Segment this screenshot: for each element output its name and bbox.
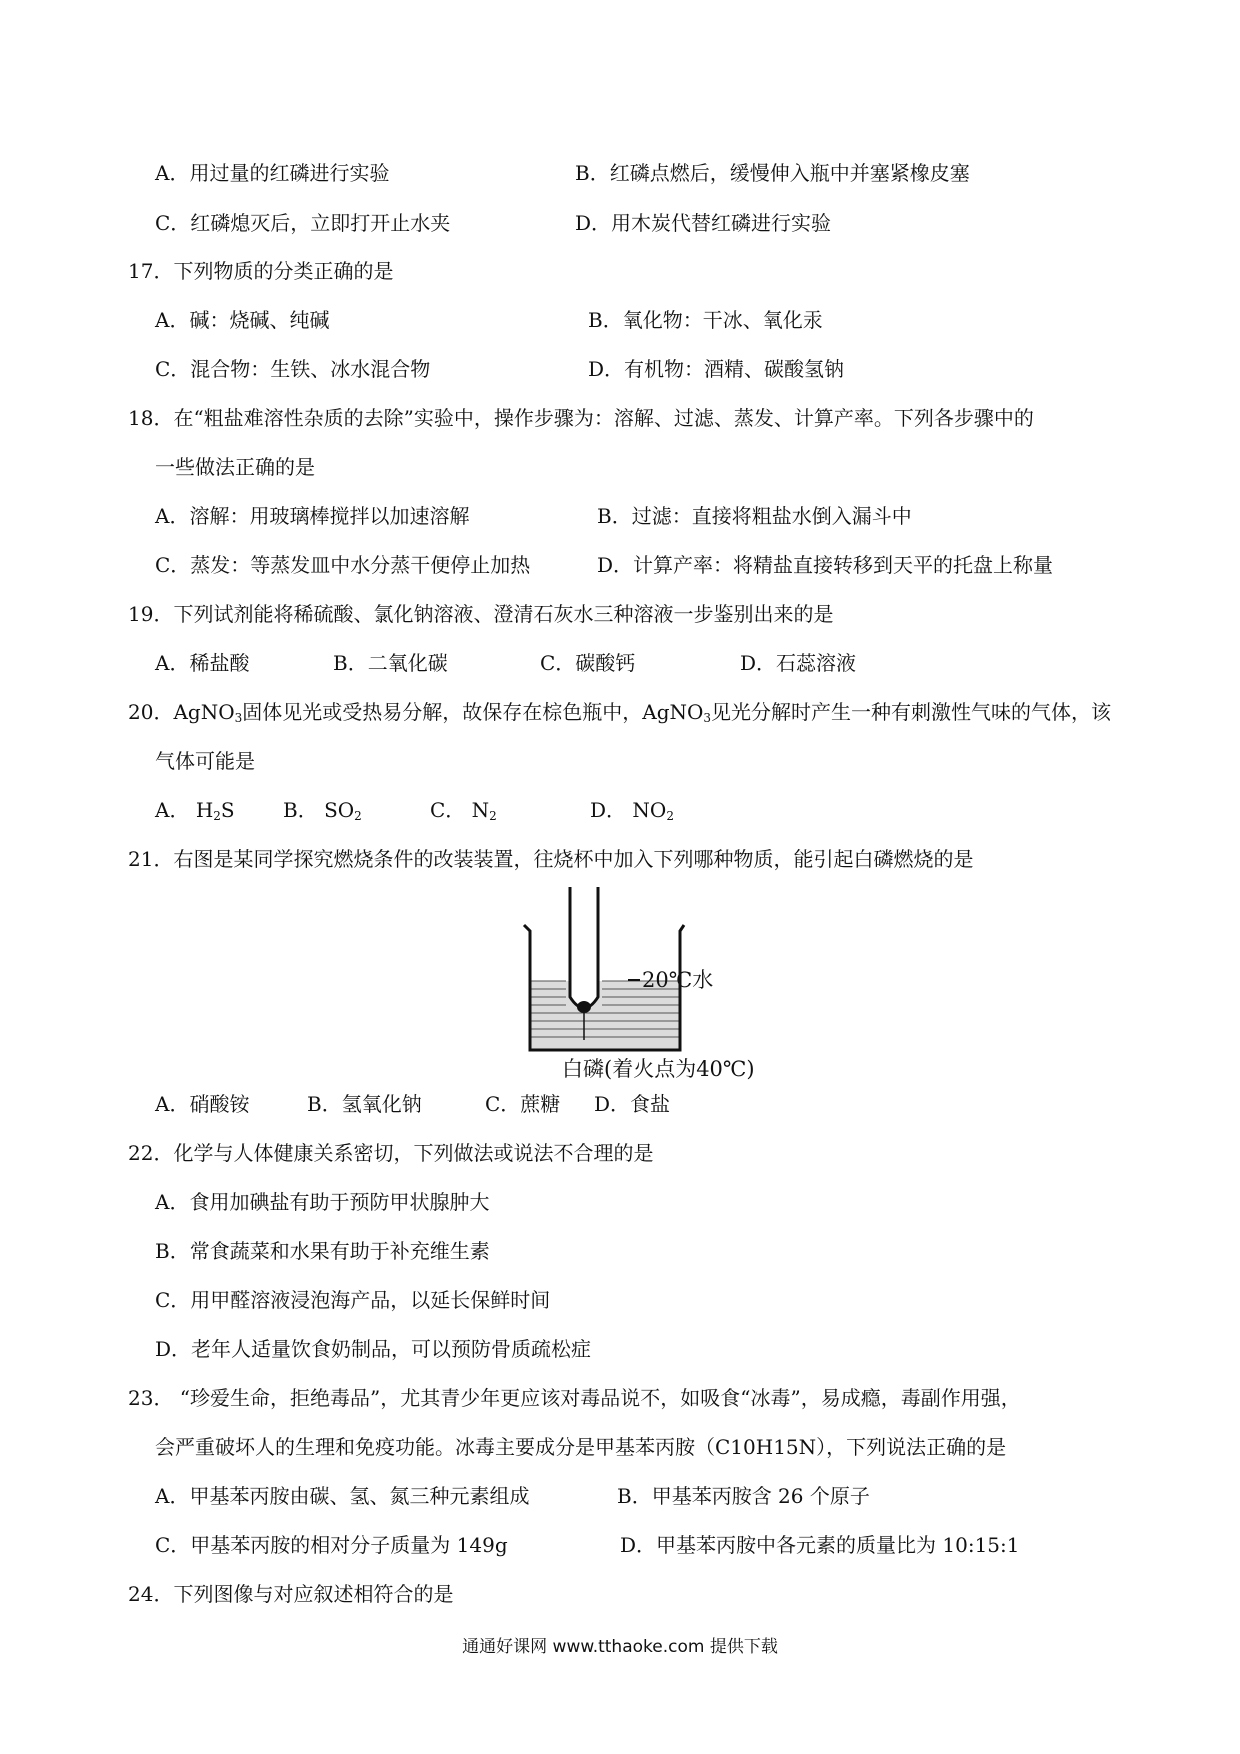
q19-option-a: A．稀盐酸: [155, 651, 250, 675]
q18-option-b: B．过滤：直接将粗盐水倒入漏斗中: [597, 504, 912, 528]
q17-option-c: C．混合物：生铁、冰水混合物: [155, 357, 431, 381]
q20-stem-line1: [128, 699, 1111, 725]
q23-stem-line2: 会严重破坏人的生理和免疫功能。冰毒主要成分是甲基苯丙胺（C10H15N），下列说法正确的是: [155, 1435, 1007, 1459]
formula: NO: [632, 798, 667, 822]
subscript: 2: [489, 809, 497, 823]
q19-option-d: D．石蕊溶液: [740, 651, 857, 675]
q21-option-b: B．氢氧化钠: [307, 1092, 422, 1116]
q24-stem: 24．下列图像与对应叙述相符合的是: [128, 1582, 454, 1606]
q22-option-b: B．常食蔬菜和水果有助于补充维生素: [155, 1239, 490, 1263]
q18-stem-line1: 18．在“粗盐难溶性杂质的去除”实验中，操作步骤为：溶解、过滤、蒸发、计算产率。下列各步骤中的: [128, 406, 1034, 430]
q21-option-c: C．蔗糖: [485, 1092, 561, 1116]
q19-stem: 19．下列试剂能将稀硫酸、氯化钠溶液、澄清石灰水三种溶液一步鉴别出来的是: [128, 602, 834, 626]
q16-option-d: D．用木炭代替红磷进行实验: [575, 211, 832, 235]
q17-stem: 17．下列物质的分类正确的是: [128, 259, 394, 283]
q16-option-c: C．红磷熄灭后，立即打开止水夹: [155, 211, 451, 235]
q20-text: 见光分解时产生一种有刺激性气味的气体，该: [711, 700, 1112, 724]
q16-option-a: A．用过量的红磷进行实验: [155, 161, 390, 185]
formula: H: [195, 798, 214, 822]
q22-option-a: A．食用加碘盐有助于预防甲状腺肿大: [155, 1190, 490, 1214]
q20-option-a: [155, 797, 235, 823]
q19-option-b: B．二氧化碳: [333, 651, 448, 675]
q18-option-a: A．溶解：用玻璃棒搅拌以加速溶解: [155, 504, 470, 528]
q17-option-d: D．有机物：酒精、碳酸氢钠: [588, 357, 845, 381]
option-label: D．: [590, 798, 627, 822]
q23-option-c: C．甲基苯丙胺的相对分子质量为 149g: [155, 1533, 508, 1557]
q20-text: 固体见光或受热易分解，故保存在棕色瓶中，AgNO: [242, 700, 704, 724]
q17-option-b: B．氧化物：干冰、氧化汞: [588, 308, 823, 332]
q20-option-b: [283, 797, 362, 823]
q20-option-d: [590, 797, 674, 823]
q20-number: 20．: [128, 700, 174, 724]
q17-option-a: A．碱：烧碱、纯碱: [155, 308, 330, 332]
q16-option-b: B．红磷点燃后，缓慢伸入瓶中并塞紧橡皮塞: [575, 161, 970, 185]
option-label: A．: [155, 798, 190, 822]
q22-option-c: C．用甲醛溶液浸泡海产品，以延长保鲜时间: [155, 1288, 551, 1312]
beaker-figure: [520, 885, 780, 1085]
subscript: 3: [703, 711, 712, 725]
q23-option-a: A．甲基苯丙胺由碳、氢、氮三种元素组成: [155, 1484, 530, 1508]
subscript: 3: [234, 711, 243, 725]
q18-stem-line2: 一些做法正确的是: [155, 455, 315, 479]
q21-option-d: D．食盐: [594, 1092, 671, 1116]
q21-option-a: A．硝酸铵: [155, 1092, 250, 1116]
subscript: 2: [213, 809, 221, 823]
q22-stem: 22．化学与人体健康关系密切，下列做法或说法不合理的是: [128, 1141, 654, 1165]
q19-option-c: C．碳酸钙: [540, 651, 636, 675]
option-label: C．: [430, 798, 466, 822]
q22-option-d: D．老年人适量饮食奶制品，可以预防骨质疏松症: [155, 1337, 592, 1361]
subscript: 2: [354, 809, 362, 823]
phosphorus-caption: 白磷(着火点为40℃): [562, 1057, 755, 1081]
q21-stem: 21．右图是某同学探究燃烧条件的改装装置，往烧杯中加入下列哪种物质，能引起白磷燃烧的是: [128, 847, 974, 871]
formula: SO: [324, 798, 355, 822]
q18-option-d: D．计算产率：将精盐直接转移到天平的托盘上称量: [597, 553, 1054, 577]
water-label: 20℃水: [642, 968, 714, 992]
formula: S: [220, 798, 235, 822]
test-tube: [570, 887, 598, 1008]
q20-option-c: [430, 797, 497, 823]
q23-stem-line1: 23． “珍爱生命，拒绝毒品”，尤其青少年更应该对毒品说不，如吸食“冰毒”，易成瘾，毒副作用强，: [128, 1386, 1021, 1410]
formula: N: [471, 798, 490, 822]
q20-stem-line2: 气体可能是: [155, 749, 255, 773]
agno3-formula: AgNO: [173, 700, 235, 724]
q23-option-d: D．甲基苯丙胺中各元素的质量比为 10:15:1: [620, 1533, 1020, 1557]
page-footer: 通通好课网 www.tthaoke.com 提供下载: [462, 1637, 778, 1657]
subscript: 2: [666, 809, 674, 823]
q23-option-b: B．甲基苯丙胺含 26 个原子: [617, 1484, 870, 1508]
q18-option-c: C．蒸发：等蒸发皿中水分蒸干便停止加热: [155, 553, 531, 577]
option-label: B．: [283, 798, 318, 822]
white-phosphorus: [577, 1001, 591, 1013]
